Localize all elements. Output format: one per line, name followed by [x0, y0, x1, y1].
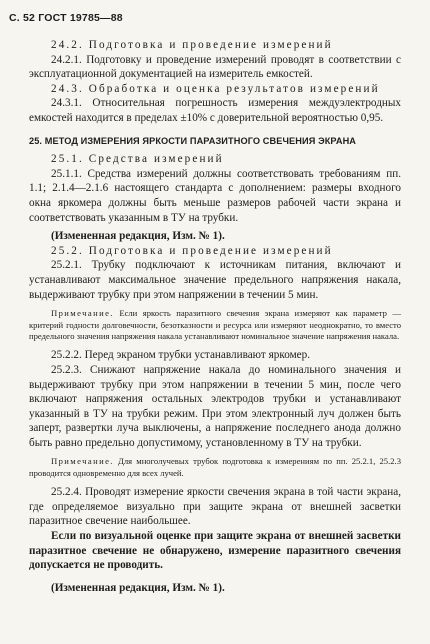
section-25-title: 25. МЕТОД ИЗМЕРЕНИЯ ЯРКОСТИ ПАРАЗИТНОГО СВЕЧЕНИЯ ЭКРАНА [29, 135, 357, 146]
note-2-label: Примечание. [51, 456, 114, 467]
clause-25-1-heading: 25.1. Средства измерений [51, 153, 224, 166]
note-1 [29, 308, 401, 342]
revision-note-1: (Измененная редакция, Изм. № 1). [51, 230, 225, 243]
note-2-text: Для многолучевых трубок подготовка к измерениям по пп. 25.2.1, 25.2.3 проводится одновременно для всех лучей. [29, 456, 401, 478]
clause-25-2-4-continuation: Если по визуальной оценке при защите экрана от внешней засветки паразитное свечение не обнаружено, измерение паразитного свечения допускается не проводить. [29, 530, 401, 572]
note-2 [29, 456, 401, 479]
note-1-text: Если яркость паразитного свечения экрана измеряют как параметр — критерий годности долговечности, безотказности и ресурса или измеряют неоднократно, то вместо предельного значения напряжения накала устанавливают номинальное значение напряжения накала. [29, 308, 401, 341]
clause-24-3-heading: 24.3. Обработка и оценка результатов измерений [51, 82, 380, 95]
clause-25-2-4: 25.2.4. Проводят измерение яркости свечения экрана в той части экрана, где определяемое визуально при защите экрана от внешней засветки паразитное свечение наибольшее. [29, 486, 401, 528]
clause-25-2-heading: 25.2. Подготовка и проведение измерений [51, 244, 333, 257]
clause-24-3-1: 24.3.1. Относительная погрешность измерения междуэлектродных емкостей находится в пределах ±10% с доверительной вероятностью 0,95. [29, 97, 401, 124]
clause-24-2-1: 24.2.1. Подготовку и проведение измерений проводят в соответствии с эксплуатационной документацией на измеритель емкостей. [29, 53, 401, 81]
clause-25-2-1: 25.2.1. Трубку подключают к источникам питания, включают и устанавливают максимальное значение предельного напряжения накала, выдерживают трубку при этом напряжении в течении 5 мин. [29, 259, 401, 301]
document-body [29, 38, 401, 595]
clause-25-1-1: 25.1.1. Средства измерений должны соответствовать требованиям пп. 1.1; 2.1.4—2.1.6 настоящего стандарта с дополнением: размеры входного окна яркомера должны быть меньше размеров рабочей части экрана и соответствовать указанным в ТУ на трубки. [29, 167, 401, 224]
clause-24-2-heading: 24.2. Подготовка и проведение измерений [51, 39, 333, 51]
clause-25-2-2: 25.2.2. Перед экраном трубки устанавливают яркомер. [51, 349, 311, 362]
note-1-label: Примечание. [51, 308, 114, 319]
revision-note-2: (Измененная редакция, Изм. № 1). [51, 581, 225, 594]
clause-25-2-3: 25.2.3. Снижают напряжение накала до номинального значения и выдерживают трубку при этом напряжении в течении 5 мин, после чего включают напряжения остальных электродов трубки и устанавливают указанный в ТУ на трубки режим. При этом электронный луч должен быть заперт, развертки луча выключены, а напряжение последнего анода должно быть равно предельно допустимому, установленному в ТУ на трубки. [29, 363, 401, 449]
page-header: С. 52 ГОСТ 19785—88 [9, 12, 123, 24]
